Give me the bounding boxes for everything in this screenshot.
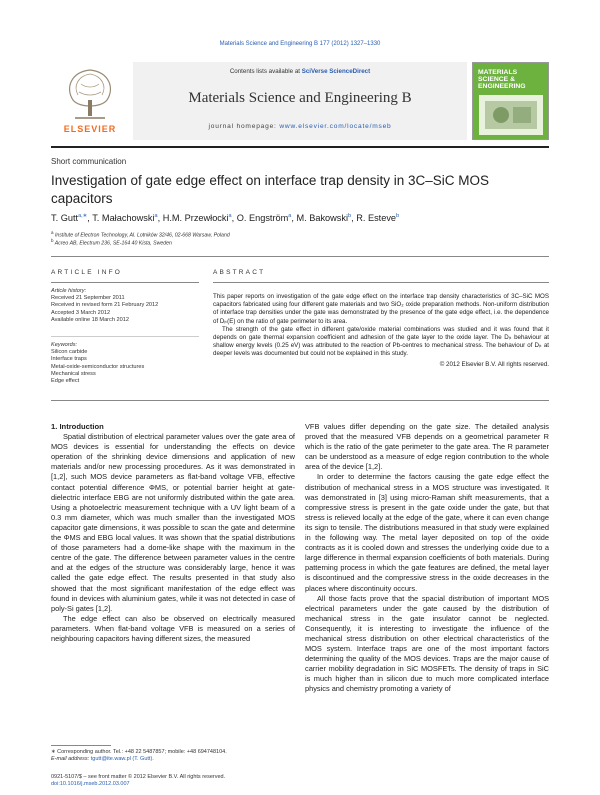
body-paragraph: The edge effect can also be observed on electrically measured parameters. When flat-band voltage VFB is measured on a series of neighbouring capacitors having different sizes, the measured [51,613,295,643]
issn-line: 0921-5107/$ – see front matter © 2012 Elsevier B.V. All rights reserved. [51,774,226,780]
keyword: Mechanical stress [51,370,96,377]
abstract-paragraph: The strength of the gate effect in different gate/oxide material combinations was studied and it was found that it depends on gate thermal expansion coefficient and adhesion of the gate layer to the oxide layer. The Dᵢₜ behaviour at shallow energy levels (0.25 eV) was attributed to the reaction of Pb-centres to mechanical stress. The behaviour of Dᵢₜ at deeper levels was documented but could not be explained in this study. [213,325,549,358]
author[interactable]: M. Bakowski$^b$ [296,213,352,224]
elsevier-tree-icon [51,62,129,122]
journal-title: Materials Science and Engineering B [188,90,412,106]
email-label: E-mail address: [51,756,90,763]
keyword: Metal-oxide-semiconductor structures [51,363,145,370]
journal-reference[interactable]: Materials Science and Engineering B 177 (2012) 1327–1330 [219,41,381,47]
author-list: T. Gutt$^{a,∗}$, T. Małachowski$^a$, H.M. Przewłocki$^a$, O. Engström$^a$, M. Bakowski$^b$, R. Esteve$^b$ [51,213,400,224]
article-history [51,288,199,324]
article-title: Investigation of gate edge effect on interface trap density in 3C–SiC MOS capacitors [51,173,490,206]
history-item: Accepted 3 March 2012 [51,309,111,316]
author[interactable]: T. Gutt$^{a,∗}$ [51,213,88,224]
sciencedirect-link[interactable]: SciVerse ScienceDirect [301,68,371,75]
homepage-link[interactable]: www.elsevier.com/locate/mseb [279,123,392,130]
section-heading: 1. Introduction [51,422,104,431]
masthead [51,62,549,140]
abstract-paragraph: This paper reports on investigation of the gate edge effect on the interface trap density characteristics of 3C–SiC MOS capacitors fabricated using four different gate materials and two SiO₂ oxide preparation methods. Non-uniform distribution of interface trap densities under the gate was demonstrated by the presence of the gate edge effect, i.e. the dependence of Dᵢₜ(E) on the ratio of gate perimeter to its area. [213,293,549,325]
right-column [305,422,549,695]
body-paragraph: VFB values differ depending on the gate size. The detailed analysis proved that the measured VFB depends on a geometrical parameter R which is the ratio of the gate perimeter to the gate area. The R parameter can be understood as a measure of edge region contribution to the whole area of the device [1,2]. [305,422,549,472]
masthead-banner [133,62,467,140]
article-info-header: ARTICLE INFO [51,269,123,276]
section-type: Short communication [51,157,127,166]
info-divider [51,282,199,283]
contents-line [133,68,467,75]
homepage-prefix: journal homepage: [208,123,277,130]
keywords [51,342,199,385]
journal-cover[interactable] [472,62,549,140]
history-item: Received in revised form 21 February 2012 [51,302,159,309]
body-paragraph: In order to determine the factors causing the gate edge effect the distribution of mechanical stress in a MOS structure was investigated. It was demonstrated in [3] using micro-Raman shift measurements, that a compressive stress is present in the gate oxide under the gate, but that stress is relieved locally at the edge of the gate, where it can even change its sign to tensile. The distributions measured in that study were explained in the following way. The metal layer deposited on top of the oxide contracts as it is cooled down and stresses the underlying oxide due to a large difference in thermal expansion coefficients of both materials. During patterning process in which the gate features are defined, the metal layer is discontinued and the compressive stress in the oxide decreases in the places where discontinuity occurs. [305,472,549,593]
abstract-divider [213,282,549,283]
publisher-name: ELSEVIER [63,124,117,134]
affiliation: $^a$ Institute of Electron Technology, Al. Lotników 32/46, 02-668 Warsaw, Poland [51,230,230,239]
abstract-body [213,293,549,369]
keyword: Interface traps [51,356,87,363]
left-column [51,422,295,644]
abstract-bottom-divider [51,400,549,401]
bottom-info [51,774,311,788]
cover-image-icon [479,95,543,135]
masthead-divider [51,146,549,148]
author[interactable]: O. Engström$^a$ [236,213,292,224]
history-item: Available online 18 March 2012 [51,316,129,323]
email-line [51,756,295,763]
info-divider [51,336,199,337]
corresponding-author: ∗ Corresponding author. Tel.: +48 22 5487857; mobile: +48 694748104. [51,749,227,755]
cover-title: MATERIALS SCIENCE & ENGINEERING [478,69,526,90]
author[interactable]: R. Esteve$^b$ [356,213,400,224]
elsevier-logo[interactable] [51,62,129,140]
author[interactable]: T. Małachowski$^a$ [92,213,158,224]
history-label: Article history: [51,288,87,294]
keywords-label: Keywords: [51,342,78,348]
keyword: Edge effect [51,378,80,385]
footnote-divider [51,745,111,746]
abstract-header: ABSTRACT [213,269,266,276]
footnote [51,749,295,764]
header-divider [51,256,549,257]
doi-link[interactable]: doi:10.1016/j.mseb.2012.03.007 [51,781,130,788]
body-paragraph: Spatial distribution of electrical parameter values over the gate area of MOS devices is essential for understanding the effects on device operation of the shrinking device dimensions and application of new materials and/or new processing procedures. As it was demonstrated in [1,2], such MOS device parameters as flat-band voltage VFB, effective contact potential difference ΦMS, or potential barrier height at gate-dielectric interface EBG are not uniformly distributed within the gate area. Using a photoelectric measurement technique with a UV light beam of a 0.3 mm diameter, which was much smaller than the investigated MOS capacitor gate dimensions, it was possible to scan the gate and determine the ΦMS and EBG local values. It was shown that the spatial distributions of those parameters had a dome-like shape with the maximum in the centre of the gate. The difference between parameter values in the centre and at the edges of the structure was considerably large, hence it was called the gate edge effect. The results presented in that study also showed that the most significant manifestation of the edge effect was found in devices with aluminium gates, while it was not detected in case of poly-Si gates [1,2]. [51,432,295,613]
body-paragraph: All those facts prove that the spacial distribution of important MOS electrical parameters under the gate caused by the distribution of mechanical stress in the gate insulator cannot be neglected. Consequently, it is interesting to investigate the influence of the mechanical stress distribution on other electrical characteristics of the MOS system. Interface traps are one of the most important factors determining the quality of the MOS devices. Traps are the major cause of carrier mobility degradation in SiC MOSFETs. The density of traps in SiC is much higher than in silicon due to much more complicated interface physics and chemistry promoting a variety of [305,593,549,694]
affiliation: $^b$ Acreo AB, Electrum 236, SE-164 40 Kista, Sweden [51,238,172,247]
contents-prefix: Contents lists available at [229,68,300,75]
history-item: Received 21 September 2011 [51,295,125,302]
keyword: Silicon carbide [51,349,88,356]
email-link[interactable]: tgutt@ite.waw.pl (T. Gutt). [90,756,154,763]
author[interactable]: H.M. Przewłocki$^a$ [162,213,232,224]
journal-homepage [133,123,467,130]
copyright: © 2012 Elsevier B.V. All rights reserved. [439,360,549,368]
